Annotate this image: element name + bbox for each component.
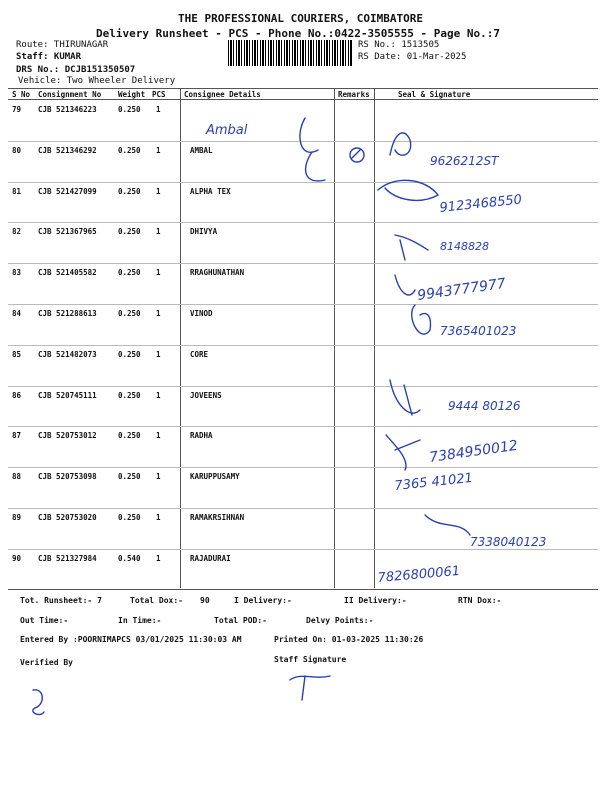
row-consignee: RAJADURAI [190,553,231,563]
printed-on: Printed On: 01-03-2025 11:30:26 [274,635,424,644]
row-weight: 0.250 [118,268,141,278]
row-weight: 0.250 [118,472,141,482]
staff-signature-label: Staff Signature [274,655,347,664]
row-pcs: 1 [156,186,161,196]
row-consignee: KARUPPUSAMY [190,472,240,482]
vehicle-label: Vehicle: Two Wheeler Delivery [18,76,176,86]
rs-number: RS No.: 1513505 [358,40,440,50]
drs-number: DRS No.: DCJB151350507 [16,65,136,75]
row-pcs: 1 [156,390,161,400]
row-weight: 0.250 [118,431,141,441]
delvy-points: Delvy Points:- [306,616,374,625]
row-consignment: CJB 520753098 [38,472,97,482]
col-consignment: Consignment No [38,90,102,99]
total-dox-value: 90 [200,596,210,605]
row-pcs: 1 [156,472,161,482]
out-time: Out Time:- [20,616,69,625]
row-sno: 79 [12,105,22,114]
row-consignment: CJB 520753012 [38,431,97,441]
row-sno: 85 [12,349,22,359]
row-pcs: 1 [156,227,161,237]
phone-87: 7384950012 [428,437,519,466]
entered-by: Entered By :POORNIMAPCS 03/01/2025 11:30:03 AM [20,635,242,644]
i-delivery: I Delivery:- [234,596,292,605]
phone-90: 7826800061 [377,563,461,586]
runsheet-subtitle: Delivery Runsheet - PCS - Phone No.:0422-3505555 - Page No.:7 [96,27,500,40]
row-consignee: AMBAL [190,145,213,155]
col-seal-signature: Seal & Signature [398,90,471,99]
row-sno: 90 [12,553,22,563]
row-sno: 80 [12,145,22,155]
row-consignee: RADHA [190,431,213,441]
total-pod: Total POD:- [214,616,267,625]
row-pcs: 1 [156,513,161,522]
row-pcs: 1 [156,105,161,114]
row-sno: 81 [12,186,22,196]
row-weight: 0.250 [118,145,141,155]
route-label: Route: THIRUNAGAR [16,40,109,50]
row-consignment: CJB 521346292 [38,145,97,155]
rs-date: RS Date: 01-Mar-2025 [358,52,467,62]
row-consignment: CJB 521405582 [38,268,97,278]
phone-79: 9626212ST [430,154,499,168]
phone-88: 7365 41021 [393,470,474,494]
ii-delivery: II Delivery:- [344,596,407,605]
phone-82: 8148828 [440,240,489,253]
row-weight: 0.250 [118,513,141,522]
row-consignee: JOVEENS [190,390,222,400]
row-consignee: RAMAKRSIHNAN [190,513,245,522]
row-pcs: 1 [156,553,161,563]
row-sno: 86 [12,390,22,400]
col-sno: S No [12,90,31,99]
row-weight: 0.250 [118,390,141,400]
row-sno: 84 [12,309,22,318]
in-time: In Time:- [118,616,162,625]
row-weight: 0.250 [118,105,141,114]
row-weight: 0.250 [118,349,141,359]
row-consignment: CJB 521367965 [38,227,97,237]
row-weight: 0.540 [118,553,141,563]
row-pcs: 1 [156,145,161,155]
rtn-dox: RTN Dox:- [458,596,502,605]
row-sno: 88 [12,472,22,482]
total-dox-label: Total Dox:- [130,596,183,605]
col-consignee: Consignee Details [184,90,261,99]
row-sno: 83 [12,268,22,278]
phone-81: 9123468550 [438,192,523,216]
row-consignment: CJB 521427099 [38,186,97,196]
row-consignment: CJB 521288613 [38,309,97,318]
phone-86: 9444 80126 [448,399,521,413]
row-pcs: 1 [156,309,161,318]
verified-signature-mark [33,690,44,715]
row-consignment: CJB 521482073 [38,349,97,359]
row-weight: 0.250 [118,186,141,196]
row-weight: 0.250 [118,309,141,318]
tot-runsheet: Tot. Runsheet:- 7 [20,596,102,605]
verified-by: Verified By [20,658,73,667]
col-weight: Weight [118,90,146,99]
col-pcs: PCS [152,90,166,99]
row-consignee: VINOD [190,309,213,318]
company-title: THE PROFESSIONAL COURIERS, COIMBATORE [178,12,424,25]
row-pcs: 1 [156,349,161,359]
phone-89: 7338040123 [470,535,547,549]
circle-mark [350,148,364,162]
row-weight: 0.250 [118,227,141,237]
staff-label: Staff: KUMAR [16,52,82,62]
row-pcs: 1 [156,268,161,278]
col-remarks: Remarks [338,90,370,99]
row-consignee: CORE [190,349,209,359]
row-consignment: CJB 521327984 [38,553,97,563]
row-sno: 89 [12,513,22,522]
bracket-stroke [300,118,325,181]
staff-signature-mark [290,676,330,700]
row-consignee: DHIVYA [190,227,218,237]
phone-84: 7365401023 [440,324,517,338]
row79-handwritten-name: Ambal [206,123,248,138]
row-consignment: CJB 520753020 [38,513,97,522]
row-consignee: RRAGHUNATHAN [190,268,245,278]
row-consignee: ALPHA TEX [190,186,231,196]
row-sno: 87 [12,431,22,441]
phone-83: 9943777977 [416,275,507,304]
row-consignment: CJB 520745111 [38,390,97,400]
row-pcs: 1 [156,431,161,441]
row-consignment: CJB 521346223 [38,105,97,114]
row-sno: 82 [12,227,22,237]
